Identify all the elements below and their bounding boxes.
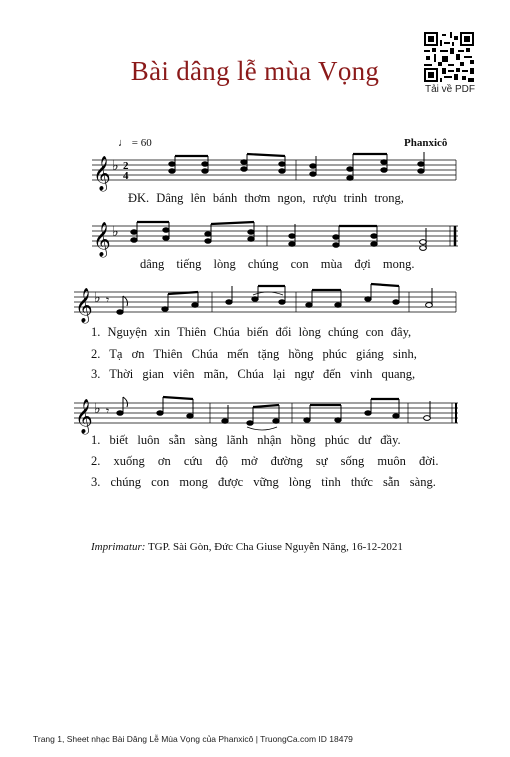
verse-a-line-2: 2. Tạ ơn Thiên Chúa mến tặng hồng phúc giáng sinh,: [91, 347, 417, 361]
imprimatur-text: TGP. Sài Gòn, Đức Cha Giuse Nguyễn Năng, 16-12-2021: [145, 541, 403, 553]
treble-clef-icon: 𝄞: [93, 156, 111, 191]
refrain-lyric-line-1: ĐK. Dâng lên bánh thơm ngon, rượu trinh trong,: [128, 191, 404, 205]
imprimatur-label: Imprimatur:: [91, 541, 146, 553]
notes-group: [117, 397, 431, 430]
verse-b-line-2: 2. xuống ơn cứu độ mở đường sự sống muôn đời.: [91, 454, 439, 468]
notes-group: [117, 284, 433, 314]
staff-system-2: [0, 216, 510, 256]
page-footer: Trang 1, Sheet nhạc Bài Dâng Lễ Mùa Vọng của Phanxicô | TruongCa.com ID 18479: [33, 734, 353, 744]
verse-a-line-3: 3. Thời gian viên mãn, Chúa lại ngự đến vinh quang,: [91, 367, 416, 381]
notes-group: [169, 152, 424, 180]
eighth-rest-icon: 𝄾: [106, 293, 110, 307]
flat-sign-icon: ♭: [112, 225, 119, 240]
staff-system-1: [0, 150, 510, 190]
treble-clef-icon: 𝄞: [93, 222, 111, 257]
staff-system-3: [0, 282, 510, 322]
verse-b-line-3: 3. chúng con mong được vững lòng tỉnh thức sẵn sàng.: [91, 475, 436, 489]
eighth-rest-icon: 𝄾: [106, 404, 110, 418]
flat-sign-icon: ♭: [112, 159, 119, 174]
treble-clef-icon: 𝄞: [75, 288, 93, 323]
composer-name: Phanxicô: [404, 137, 448, 149]
imprimatur-note: [91, 541, 403, 553]
qr-code-icon[interactable]: [424, 32, 474, 82]
refrain-lyric-line-2: dâng tiếng lòng chúng con mùa đợi mong.: [140, 257, 415, 271]
verse-b-line-1: 1. biết luôn sẵn sàng lãnh nhận hồng phúc dư đầy.: [91, 433, 401, 447]
time-signature-top: 2: [123, 160, 129, 172]
download-pdf-link[interactable]: Tải về PDF: [424, 84, 475, 95]
song-title: Bài dâng lễ mùa Vọng: [130, 56, 380, 86]
treble-clef-icon: 𝄞: [75, 399, 93, 434]
verse-a-line-1: 1. Nguyện xin Thiên Chúa biến đổi lòng chúng con đây,: [91, 325, 412, 339]
flat-sign-icon: ♭: [94, 291, 101, 306]
flat-sign-icon: ♭: [94, 402, 101, 417]
tempo-marking: ♩ = 60: [118, 137, 152, 149]
staff-system-4: [0, 393, 510, 433]
time-signature-bottom: 4: [123, 170, 129, 182]
